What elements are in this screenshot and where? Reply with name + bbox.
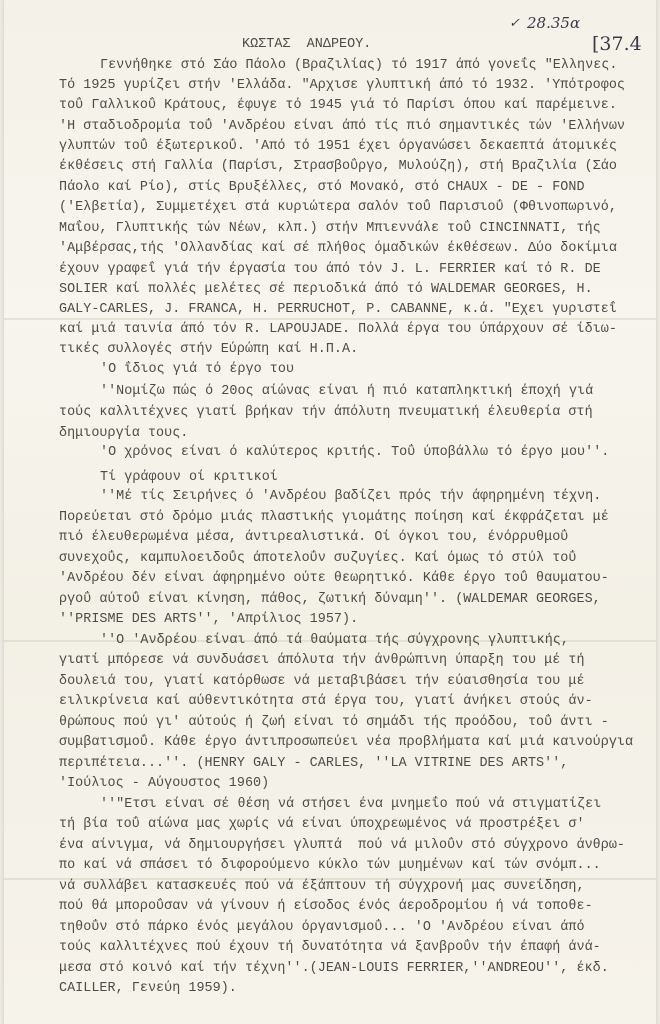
text-line: τούς καλλιτέχνες γιατί βρήκαν τήν άπόλυτη πνευματική έλευθερία στή [59, 405, 593, 420]
text-line: καί μιά ταινία άπό τόν R. LAPOUJADE. Πολλά έργα του ύπάρχουν σέ ίδιω- [59, 322, 617, 337]
text-line: Γεννήθηκε στό Σάο Πάολο (Βραζιλίας) τό 1917 άπό γονεΐς "Ελληνες. [100, 58, 618, 73]
text-line: πιό έλευθερωμένα μέσα, άντιρεαλιστικά. Οί όγκοι του, ένόρρυθμοΰ [59, 530, 569, 545]
text-line: τοΰ Γαλλικοΰ Κράτους, έφυγε τό 1945 γιά τό Παρίσι όπου καί παρέμεινε. [59, 98, 617, 113]
text-line: ''"Ετσι είναι σέ θέση νά στήσει ένα μνημεΐο πού νά στιγματίζει [100, 797, 602, 812]
text-line: συμβατισμοΰ. Κάθε έργο άντιπροσωπεύει νέα προβλήματα καί μιά καινούργια [59, 735, 634, 750]
text-line: Πορεύεται στό δρόμο μιάς πλαστικής γιομάτης ποίηση καί έκφράζεται μέ [59, 510, 609, 525]
text-line: τικές συλλογές στήν Εύρώπη καί Η.Π.Α. [59, 342, 359, 357]
text-line: CAILLER, Γενεύη 1959). [59, 981, 237, 996]
text-line: Τό 1925 γυρίζει στήν 'Ελλάδα. "Αρχισε γλυπτική άπό τό 1932. 'Υπότροφος [59, 78, 625, 93]
text-line: 'Η σταδιοδρομία τοΰ 'Ανδρέου είναι άπό τίς πιό σημαντικές τών 'Ελλήνων [59, 119, 625, 134]
text-line: θρώπους πού γι' αύτούς ή ζωή είναι τό σημάδι τής προόδου, τοΰ άντι - [59, 715, 609, 730]
text-line: δουλειά του, γιατί κατόρθωσε νά μεταβιβάσει τήν εύαισθησία του μέ [59, 674, 585, 689]
text-line: δημιουργία τους. [59, 426, 189, 441]
reference-number-annotation: 28.35α [527, 14, 581, 32]
text-line: τούς καλλιτέχνες πού έχουν τή δυνατότητα νά ξανβροΰν τήν έπαφή άνά- [59, 940, 601, 955]
text-line: ''PRISME DES ARTS'', 'Απρίλιος 1957). [59, 612, 359, 627]
text-line: 'Ο χρόνος είναι ό καλύτερος κριτής. Τοΰ ύποβάλλω τό έργο μου''. [100, 445, 610, 460]
text-line: έχουν γραφεΐ γιά τήν έργασία του άπό τόν J. L. FERRIER καί τό R. DE [59, 262, 601, 277]
text-line: 'Αμβέρσας,τής 'Ολλανδίας καί σέ πλήθος όμαδικών έκθέσεων. Δύο δοκίμια [59, 241, 617, 256]
paper-fold [4, 318, 656, 320]
document-page [4, 0, 656, 1024]
text-line: πού θά μποροΰσαν νά γίνουν ή είσοδος ένός άεροδρομίου ή νά τοποθε- [59, 899, 593, 914]
text-line: έκθέσεις στή Γαλλία (Παρίσι, Στρασβοΰργο, Μυλούζη), στή Βραζιλία (Σάο [59, 159, 617, 174]
text-line: 'Ο ΐδιος γιά τό έργο του [100, 362, 295, 377]
text-line: ργοΰ αύτοΰ είναι κίνηση, πάθος, ζωτική δύναμη''. (WALDEMAR GEORGES, [59, 592, 601, 607]
document-title: ΚΩΣΤΑΣ ΑΝΔΡΕΟΥ. [242, 37, 372, 52]
text-line: Πάολο καί Ρίο), στίς Βρυξέλλες, στό Μονακό, στό CHAUX - DE - FOND [59, 180, 585, 195]
text-line: SOLIER καί πολλές μελέτες σέ περιοδικά άπό τό WALDEMAR GEORGES, H. [59, 282, 593, 297]
text-line: 'Ιούλιος - Αύγουστος 1960) [59, 776, 270, 791]
text-line: ('Ελβετία), Συμμετέχει στά κυριώτερα σαλόν τοΰ Παρισιοΰ (Φθινοπωρινό, [59, 200, 617, 215]
text-line: ''Ο 'Ανδρέου είναι άπό τά θαύματα τής σύγχρονης γλυπτικής, [100, 633, 569, 648]
text-line: Τί γράφουν οί κριτικοί [100, 470, 278, 485]
page-mark-annotation: [37.4 [592, 33, 642, 55]
text-line: συνεχοΰς, καμπυλοειδοΰς άποτελοΰν συζυγίες. Καί όμως τό στύλ τοΰ [59, 551, 577, 566]
check-mark-annotation: ✓ [509, 16, 520, 31]
text-line: GALY-CARLES, J. FRANCA, H. PERRUCHOT, P. CABANNE, κ.ά. "Εχει γυριστεΐ [59, 302, 617, 317]
text-line: πο καί νά σπάσει τό διφορούμενο κύκλο τών μυημένων καί τών σνόμπ... [59, 858, 601, 873]
text-line: περιπέτεια...''. (HENRY GALY - CARLES, ''LA VITRINE DES ARTS'', [59, 756, 569, 771]
text-line: Μαΐου, Γλυπτικής τών Νέων, κλπ.) στήν Μπιεννάλε τοΰ CINCINNATI, τής [59, 221, 601, 236]
text-line: τή βία τοΰ αίώνα μας χωρίς νά είναι ύποχρεωμένος νά προστρέξει σ' [59, 817, 585, 832]
text-line: γλυπτών τοΰ έξωτερικοΰ. 'Από τό 1951 έχει όργανώσει δεκαεπτά άτομικές [59, 139, 617, 154]
text-line: νά συλλάβει κατασκευές πού νά έξάπτουν τή σύγχρονή μας συνείδηση, [59, 879, 585, 894]
text-line: γιατί μπόρεσε νά συνδυάσει άπόλυτα τήν άνθρώπινη ύπαρξη του μέ τή [59, 653, 585, 668]
text-line: τηθοΰν στό πάρκο ένός μεγάλου όργανισμοΰ... 'Ο 'Ανδρέου είναι άπό [59, 920, 585, 935]
text-line: ''Μέ τίς Σειρήνες ό 'Ανδρέου βαδίζει πρός τήν άφηρημένη τέχνη. [100, 489, 602, 504]
text-line: μεσα στό κοινό καί τήν τέχνη''.(JEAN-LOUIS FERRIER,''ANDREOU'', έκδ. [59, 961, 609, 976]
text-line: ειλικρίνεια καί αύθεντικότητα στά έργα του, γιατί άνήκει στούς άν- [59, 694, 593, 709]
text-line: 'Ανδρέου δέν είναι άφηρημένο ούτε θεωρητικό. Κάθε έργο τοΰ θαυματου- [59, 571, 609, 586]
text-line: ένα αίνιγμα, νά δημιουργήσει γλυπτά πού νά μιλοΰν στό σύγχρονο άνθρω- [59, 838, 625, 853]
text-line: ''Νομίζω πώς ό 20ος αίώνας είναι ή πιό καταπληκτική έποχή γιά [100, 384, 594, 399]
